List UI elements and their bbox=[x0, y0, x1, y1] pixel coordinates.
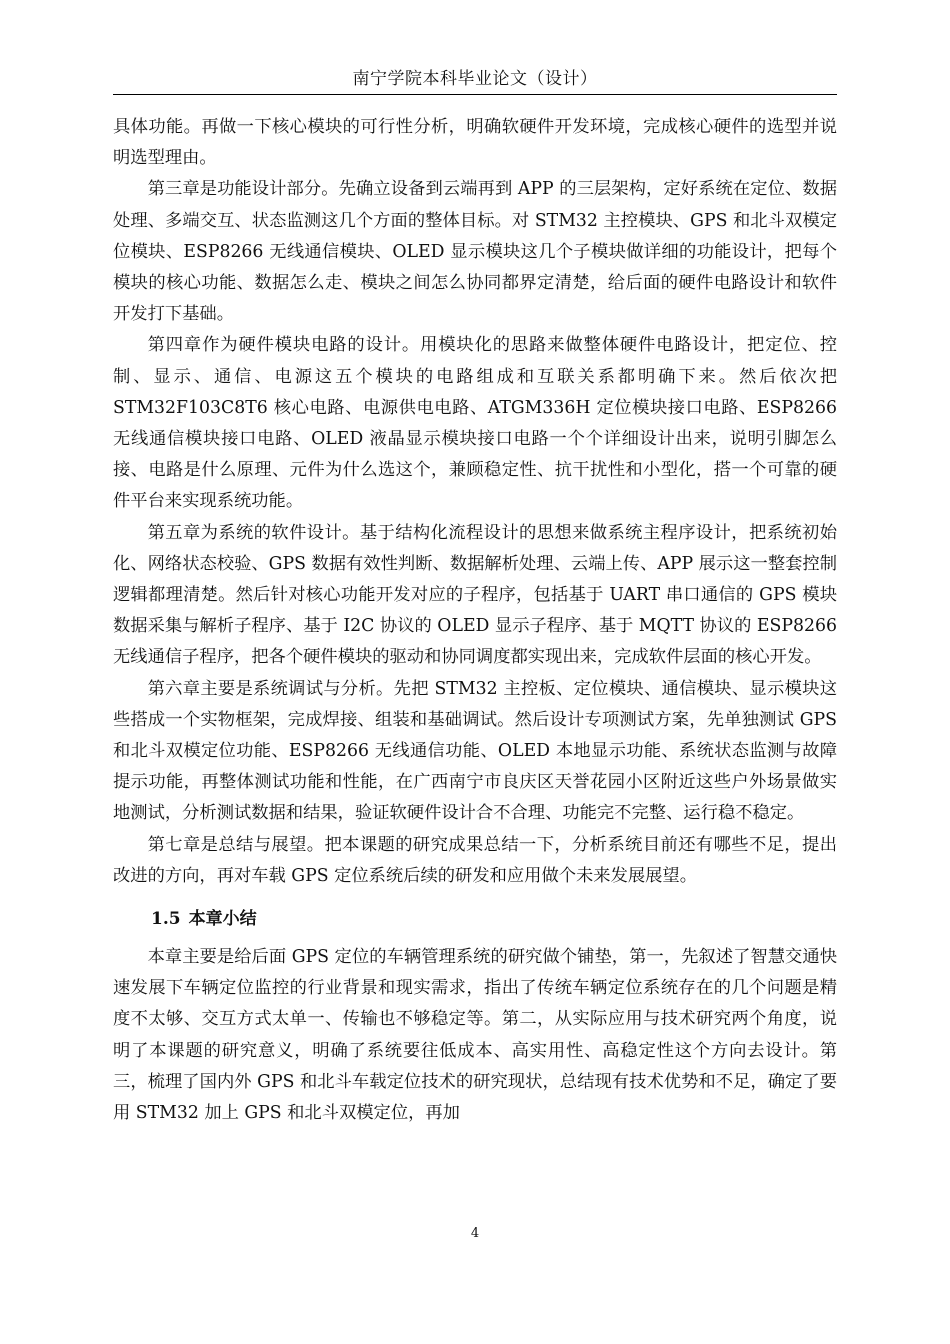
paragraph-chapter-four: 第四章作为硬件模块电路的设计。用模块化的思路来做整体硬件电路设计，把定位、控制、显示、通信、电源这五个模块的电路组成和互联关系都明确下来。然后依次把 STM32F103C8T6 核心电路、电源供电电路、ATGM336H 定位模块接口电路、ESP8266 无线通信模块接口电路、OLED 液晶显示模块接口电路一个个详细设计出来，说明引脚怎么接、电路是什么原理、元件为什么选这个，兼顾稳定性、抗干扰性和小型化，搭一个可靠的硬件平台来实现系统功能。 bbox=[113, 335, 837, 512]
paragraph-chapter-five: 第五章为系统的软件设计。基于结构化流程设计的思想来做系统主程序设计，把系统初始化、网络状态校验、GPS 数据有效性判断、数据解析处理、云端上传、APP 展示这一整套控制逻辑都理清楚。然后针对核心功能开发对应的子程序，包括基于 UART 串口通信的 GPS 模块数据采集与解析子程序、基于 I2C 协议的 OLED 显示子程序、基于 MQTT 协议的 ESP8266 无线通信子程序，把各个硬件模块的驱动和协同调度都实现出来，完成软件层面的核心开发。 bbox=[113, 522, 837, 668]
header-divider bbox=[113, 94, 837, 95]
paragraph-chapter-three: 第三章是功能设计部分。先确立设备到云端再到 APP 的三层架构，定好系统在定位、数据处理、多端交互、状态监测这几个方面的整体目标。对 STM32 主控模块、GPS 和北斗双模定位模块、ESP8266 无线通信模块、OLED 显示模块这几个子模块做详细的功能设计，把每个模块的核心功能、数据怎么走、模块之间怎么协同都界定清楚，给后面的硬件电路设计和软件开发打下基础。 bbox=[113, 179, 837, 325]
paragraph-chapter-seven: 第七章是总结与展望。把本课题的研究成果总结一下，分析系统目前还有哪些不足，提出改进的方向，再对车载 GPS 定位系统后续的研发和应用做个未来发展展望。 bbox=[113, 834, 837, 886]
page-header-title: 南宁学院本科毕业论文（设计） bbox=[352, 69, 598, 89]
page-number: 4 bbox=[470, 1226, 480, 1241]
section-heading bbox=[113, 904, 837, 934]
paragraph-chapter-summary: 本章主要是给后面 GPS 定位的车辆管理系统的研究做个铺垫，第一，先叙述了智慧交通快速发展下车辆定位监控的行业背景和现实需求，指出了传统车辆定位系统存在的几个问题是精度不太够、交互方式太单一、传输也不够稳定等。第二，从实际应用与技术研究两个角度，说明了本课题的研究意义，明确了系统要往低成本、高实用性、高稳定性这个方向去设计。第三，梳理了国内外 GPS 和北斗车载定位技术的研究现状，总结现有技术优势和不足，确定了要用 STM32 加上 GPS 和北斗双模定位，再加 bbox=[113, 947, 837, 1124]
section-number: 1.5 bbox=[151, 909, 181, 930]
main-body bbox=[113, 112, 837, 1129]
paragraph-chapter-six: 第六章主要是系统调试与分析。先把 STM32 主控板、定位模块、通信模块、显示模块这些搭成一个实物框架，完成焊接、组装和基础调试。然后设计专项测试方案，先单独测试 GPS 和北斗双模定位功能、ESP8266 无线通信功能、OLED 本地显示功能、系统状态监测与故障提示功能，再整体测试功能和性能，在广西南宁市良庆区天誉花园小区附近这些户外场景做实地测试，分析测试数据和结果，验证软硬件设计合不合理、功能完不完整、运行稳不稳定。 bbox=[113, 678, 837, 824]
section-title: 本章小结 bbox=[188, 909, 257, 930]
paragraph-continuation: 具体功能。再做一下核心模块的可行性分析，明确软硬件开发环境，完成核心硬件的选型并说明选型理由。 bbox=[113, 117, 837, 169]
